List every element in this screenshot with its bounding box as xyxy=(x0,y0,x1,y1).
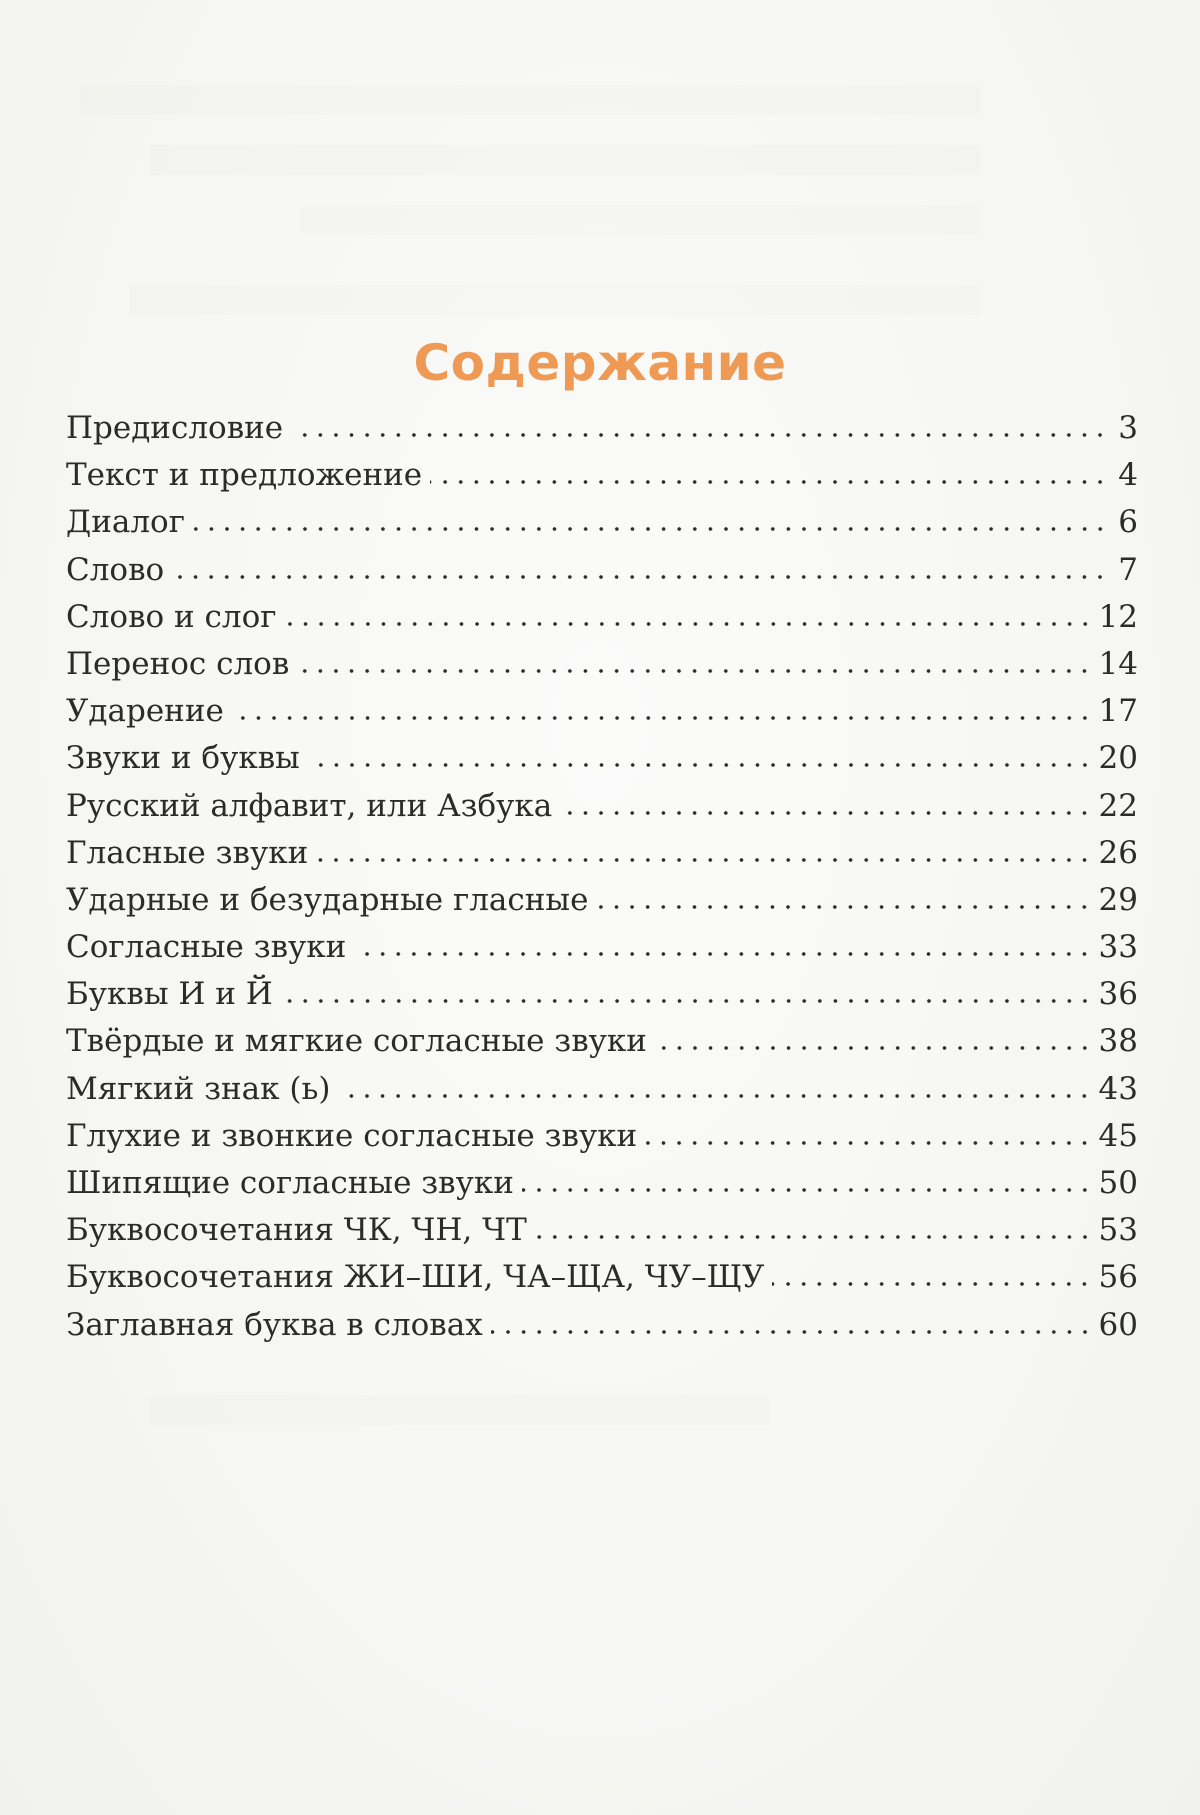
toc-entry-label: Шипящие согласные звуки xyxy=(66,1165,514,1201)
toc-entry-page-number: 26 xyxy=(1098,834,1138,871)
toc-entry-label: Русский алфавит, или Азбука xyxy=(66,787,553,824)
toc-entry xyxy=(66,1165,1138,1212)
show-through-line xyxy=(130,285,980,315)
toc-entry-page-number: 36 xyxy=(1098,976,1138,1013)
toc-entry xyxy=(66,599,1138,646)
show-through-line xyxy=(300,205,980,235)
toc-entry-page-number: 14 xyxy=(1098,645,1138,682)
toc-entry xyxy=(66,1071,1138,1118)
toc-entry-label: Звуки и буквы xyxy=(66,740,300,777)
toc-entry-label: Глухие и звонкие согласные звуки xyxy=(66,1117,638,1154)
dot-leader xyxy=(354,952,1092,956)
toc-entry xyxy=(66,1307,1138,1354)
toc-entry xyxy=(66,1118,1138,1165)
toc-entry xyxy=(66,882,1138,929)
table-of-contents xyxy=(66,410,1138,1354)
dot-leader xyxy=(645,1141,1092,1145)
toc-entry xyxy=(66,1023,1138,1070)
dot-leader xyxy=(291,433,1108,437)
toc-entry-page-number: 53 xyxy=(1098,1212,1138,1249)
toc-entry-label: Твёрдые и мягкие согласные звуки xyxy=(66,1023,647,1060)
toc-entry-label: Гласные звуки xyxy=(66,834,309,871)
toc-entry-page-number: 12 xyxy=(1098,598,1138,635)
show-through-line xyxy=(80,85,980,115)
toc-entry-page-number: 7 xyxy=(1118,551,1138,588)
toc-entry xyxy=(66,1259,1138,1306)
toc-entry-label: Предисловие xyxy=(66,410,284,446)
toc-entry-label: Перенос слов xyxy=(66,645,290,682)
dot-leader xyxy=(535,1235,1093,1239)
toc-entry-label: Буквы И и Й xyxy=(66,976,273,1013)
toc-entry-page-number: 3 xyxy=(1118,410,1138,446)
toc-entry-label: Согласные звуки xyxy=(66,929,347,966)
dot-leader xyxy=(232,716,1093,720)
toc-entry-label: Слово xyxy=(66,551,165,588)
dot-leader xyxy=(316,858,1092,862)
dot-leader xyxy=(560,811,1092,815)
toc-entry xyxy=(66,457,1138,504)
toc-entry-label: Ударение xyxy=(66,693,224,730)
toc-entry xyxy=(66,693,1138,740)
dot-leader xyxy=(491,1330,1093,1334)
toc-entry xyxy=(66,740,1138,787)
toc-entry-label: Мягкий знак (ь) xyxy=(66,1070,331,1107)
toc-entry-page-number: 22 xyxy=(1098,787,1138,824)
toc-entry-page-number: 43 xyxy=(1098,1070,1138,1107)
toc-entry-page-number: 56 xyxy=(1098,1259,1138,1296)
dot-leader xyxy=(430,480,1108,484)
dot-leader xyxy=(285,622,1093,626)
dot-leader xyxy=(772,1282,1092,1286)
toc-entry-label: Текст и предложение xyxy=(66,457,423,494)
toc-entry xyxy=(66,788,1138,835)
dot-leader xyxy=(297,669,1092,673)
toc-entry xyxy=(66,835,1138,882)
toc-entry-page-number: 33 xyxy=(1098,929,1138,966)
toc-entry xyxy=(66,976,1138,1023)
toc-entry-page-number: 6 xyxy=(1118,504,1138,541)
toc-entry-page-number: 17 xyxy=(1098,693,1138,730)
dot-leader xyxy=(172,575,1108,579)
toc-entry-page-number: 60 xyxy=(1098,1306,1138,1343)
toc-entry-label: Диалог xyxy=(66,504,185,541)
toc-entry-page-number: 20 xyxy=(1098,740,1138,777)
toc-entry-page-number: 50 xyxy=(1098,1165,1138,1201)
toc-entry-page-number: 29 xyxy=(1098,881,1138,918)
dot-leader xyxy=(596,905,1092,909)
dot-leader xyxy=(338,1094,1092,1098)
page-title: Содержание xyxy=(413,333,787,392)
show-through-line xyxy=(150,1395,770,1425)
toc-entry xyxy=(66,552,1138,599)
toc-entry xyxy=(66,410,1138,457)
toc-entry-label: Ударные и безударные гласные xyxy=(66,881,589,918)
toc-entry-label: Слово и слог xyxy=(66,598,277,635)
toc-entry xyxy=(66,646,1138,693)
toc-entry-label: Буквосочетания ЧК, ЧН, ЧТ xyxy=(66,1212,527,1249)
toc-entry-label: Заглавная буква в словах xyxy=(66,1306,483,1343)
toc-entry xyxy=(66,929,1138,976)
toc-entry-label: Буквосочетания ЖИ–ШИ, ЧА–ЩА, ЧУ–ЩУ xyxy=(66,1259,765,1296)
dot-leader xyxy=(308,763,1093,767)
dot-leader xyxy=(522,1188,1093,1192)
show-through-line xyxy=(150,145,980,175)
dot-leader xyxy=(655,1046,1093,1050)
dot-leader xyxy=(193,527,1108,531)
toc-entry-page-number: 38 xyxy=(1098,1023,1138,1060)
toc-entry xyxy=(66,1212,1138,1259)
toc-entry-page-number: 45 xyxy=(1098,1117,1138,1154)
toc-entry-page-number: 4 xyxy=(1118,457,1138,494)
dot-leader xyxy=(281,999,1093,1003)
toc-entry xyxy=(66,504,1138,551)
